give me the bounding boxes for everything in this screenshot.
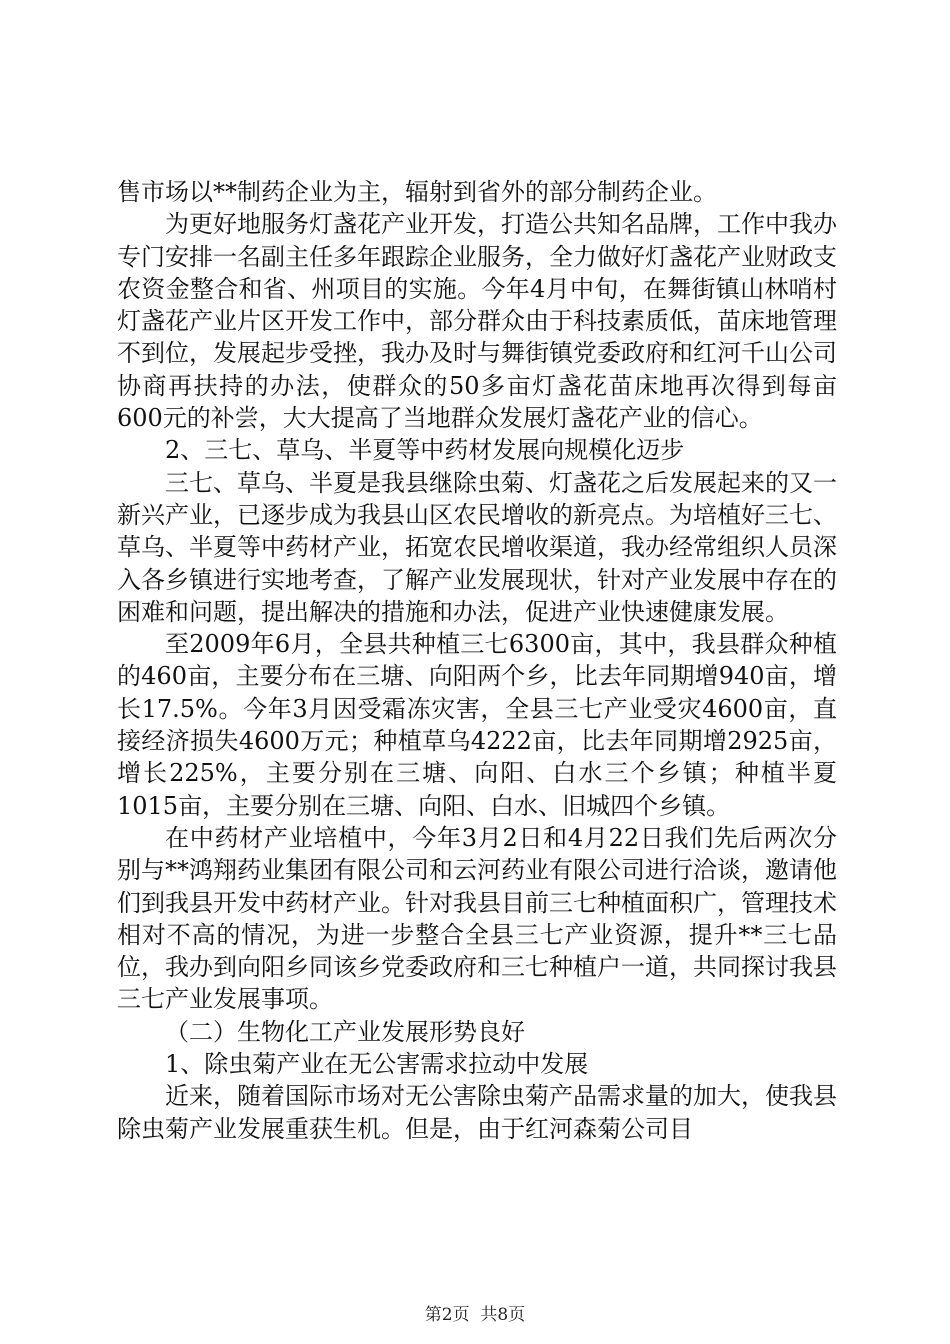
paragraph-planting-statistics: 至2009年6月，全县共种植三七6300亩，其中，我县群众种植的460亩，主要分布在三塘、向阳两个乡，比去年同期增940亩，增长17.5%。今年3月因受霜冻灾害，全县三七产业受灾4600亩，直接经济损失4600万元；种植草乌4222亩，比去年同期增2925亩，增长225%，主要分别在三塘、向阳、白水三个乡镇；种植半夏1015亩，主要分别在三塘、向阳、白水、旧城四个乡镇。 [117,630,837,820]
section-heading-biochem: （二）生物化工产业发展形势良好 [165,1017,525,1046]
paragraph-negotiation: 在中药材产业培植中，今年3月2日和4月22日我们先后两次分别与**鸿翔药业集团有限公司和云河药业有限公司进行洽谈，邀请他们到我县开发中药材产业。针对我县目前三七种植面积广，管理技术相对不高的情况，为进一步整合全县三七产业资源，提升**三七品位，我办到向阳乡同该乡党委政府和三七种植户一道，共同探讨我县三七产业发展事项。 [117,823,837,1014]
document-body [117,176,837,1145]
paragraph-brand-service: 为更好地服务灯盏花产业开发，打造公共知名品牌，工作中我办专门安排一名副主任多年跟踪企业服务，全力做好灯盏花产业财政支农资金整合和省、州项目的实施。今年4月中旬，在舞街镇山林哨村灯盏花产业片区开发工作中，部分群众由于科技素质低，苗床地管理不到位，发展起步受挫，我办及时与舞街镇党委政府和红河千山公司协商再扶持的办法，使群众的50多亩灯盏花苗床地再次得到每亩600元的补尝，大大提高了当地群众发展灯盏花产业的信心。 [117,210,837,433]
paragraph-continuation: 售市场以**制药企业为主，辐射到省外的部分制药企业。 [117,178,717,206]
section-heading-medicinal-herbs: 2、三七、草乌、半夏等中药材发展向规模化迈步 [165,436,685,465]
paragraph-pyrethrum: 近来，随着国际市场对无公害除虫菊产品需求量的加大，使我县除虫菊产业发展重获生机。但是，由于红河森菊公司目 [117,1082,837,1143]
section-heading-pyrethrum: 1、除虫菊产业在无公害需求拉动中发展 [165,1050,589,1079]
page-footer [0,1300,950,1325]
paragraph-herb-industry: 三七、草乌、半夏是我县继除虫菊、灯盏花之后发展起来的又一新兴产业，已逐步成为我县山区农民增收的新亮点。为培植好三七、草乌、半夏等中药材产业，拓宽农民增收渠道，我办经常组织人员深入各乡镇进行实地考查，了解产业发展现状，针对产业发展中存在的困难和问题，提出解决的措施和办法，促进产业快速健康发展。 [117,468,837,626]
page-number: 第2页 共8页 [424,1305,526,1325]
